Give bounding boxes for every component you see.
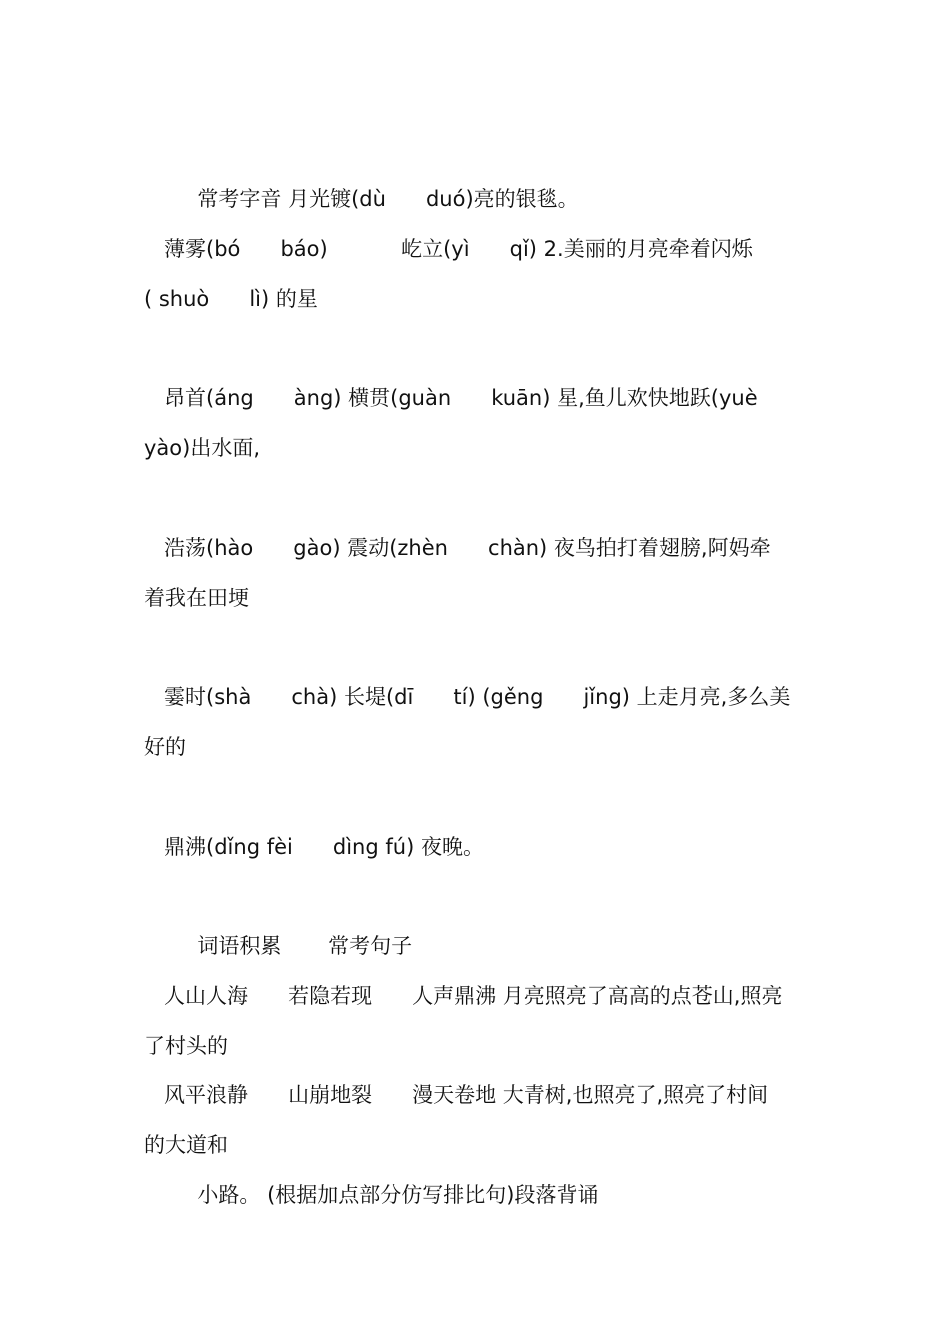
line-yao: yào)出水面, [144,436,261,460]
line-dadao: 的大道和 [144,1133,228,1157]
line-dingfei: 鼎沸(dǐng fèi dìng fú) 夜晚。 [144,835,484,859]
line-pronunciation-header: 常考字音 月光镀(dù duó)亮的银毯。 [144,187,579,211]
line-vocab-header: 词语积累 常考句子 [144,934,413,958]
line-haodang: 浩荡(hào gào) 震动(zhèn chàn) 夜鸟拍打着翅膀,阿妈牵 [144,536,771,560]
line-tiangeng: 着我在田埂 [144,586,249,610]
line-angshou: 昂首(áng àng) 横贯(guàn kuān) 星,鱼儿欢快地跃(yuè [144,386,758,410]
line-fengping: 风平浪静 山崩地裂 漫天卷地 大青树,也照亮了,照亮了村间 [144,1083,769,1107]
line-cuntou: 了村头的 [144,1034,228,1058]
line-xiaolu: 小路。 (根据加点部分仿写排比句)段落背诵 [144,1183,599,1207]
line-shuoli: ( shuò lì) 的星 [144,287,318,311]
line-haode: 好的 [144,735,186,759]
line-shashi: 霎时(shà chà) 长堤(dī tí) (gěng jǐng) 上走月亮,多么美 [144,685,791,709]
line-bowu: 薄雾(bó báo) 屹立(yì qǐ) 2.美丽的月亮牵着闪烁 [144,237,753,261]
line-renshan: 人山人海 若隐若现 人声鼎沸 月亮照亮了高高的点苍山,照亮 [144,984,783,1008]
